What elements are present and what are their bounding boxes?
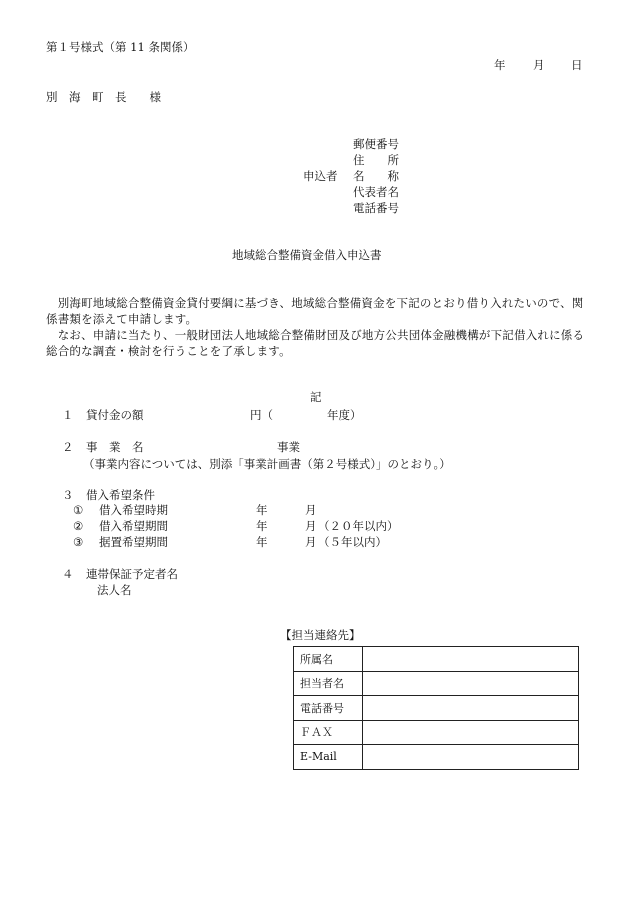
applicant-representative-label: 代表者名 [353, 185, 399, 199]
contact-phone-label: 電話番号 [294, 696, 363, 721]
condition-2-year: 年 [256, 519, 268, 533]
project-suffix-label: 事業 [277, 440, 300, 454]
loan-amount-label: 貸付金の額 [86, 408, 144, 422]
date-month-label: 月 [533, 58, 545, 72]
contact-row-phone [294, 696, 579, 721]
contact-email-field[interactable] [363, 745, 579, 770]
addressee: 別 海 町 長 様 [46, 90, 161, 104]
contact-fax-label: ＦＡＸ [294, 720, 363, 745]
contact-table [293, 646, 579, 770]
date-day-label: 日 [571, 58, 583, 72]
body-paragraph-2: なお、申請に当たり、一般財団法人地域総合整備財団及び地方公共団体金融機構が下記借入れに係る総合的な調査・検討を行うことを了承します。 [46, 328, 585, 358]
condition-1-number: ① [73, 503, 84, 517]
applicant-address-label: 住 所 [353, 153, 399, 167]
condition-3-month: 月 [305, 535, 317, 549]
condition-2-label: 借入希望期間 [99, 519, 168, 533]
condition-3-year: 年 [256, 535, 268, 549]
contact-row-fax [294, 720, 579, 745]
condition-1-label: 借入希望時期 [99, 503, 168, 517]
applicant-name-label: 名 称 [353, 169, 399, 183]
project-name-label: 事 業 名 [86, 440, 144, 454]
item-2-number: ２ [62, 440, 74, 454]
contact-department-field[interactable] [363, 647, 579, 672]
applicant-postal-code-label: 郵便番号 [353, 137, 399, 151]
condition-1-month: 月 [305, 503, 317, 517]
item-1-number: １ [62, 408, 74, 422]
body-paragraph-1: 別海町地域総合整備資金貸付要綱に基づき、地域総合整備資金を下記のとおり借り入れたいので、関係書類を添えて申請します。 [46, 296, 584, 326]
loan-fiscal-year-label: 年度） [327, 408, 362, 422]
contact-heading: 【担当連絡先】 [280, 628, 361, 642]
contact-email-label: E-Mail [294, 745, 363, 770]
condition-1-year: 年 [256, 503, 268, 517]
condition-2-number: ② [73, 519, 84, 533]
loan-conditions-label: 借入希望条件 [86, 488, 155, 502]
date-year-label: 年 [494, 58, 506, 72]
condition-3-label: 据置希望期間 [99, 535, 168, 549]
form-number: 第１号様式（第 11 条関係） [46, 40, 195, 54]
applicant-phone-label: 電話番号 [353, 201, 399, 215]
contact-row-department [294, 647, 579, 672]
condition-3-note: （５年以内） [318, 535, 387, 549]
contact-person-label: 担当者名 [294, 671, 363, 696]
applicant-role-label: 申込者 [303, 169, 338, 183]
loan-yen-label: 円（ [250, 408, 273, 422]
contact-row-person [294, 671, 579, 696]
condition-2-note: （２０年以内） [318, 519, 399, 533]
condition-3-number: ③ [73, 535, 84, 549]
guarantor-label: 連帯保証予定者名 [86, 567, 178, 581]
ki-heading: 記 [310, 390, 322, 404]
contact-phone-field[interactable] [363, 696, 579, 721]
contact-fax-field[interactable] [363, 720, 579, 745]
item-3-number: ３ [62, 488, 74, 502]
contact-person-field[interactable] [363, 671, 579, 696]
document-title: 地域総合整備資金借入申込書 [232, 248, 382, 262]
guarantor-corporate-name-label: 法人名 [97, 583, 132, 597]
condition-2-month: 月 [305, 519, 317, 533]
project-note: （事業内容については、別添「事業計画書（第２号様式）」のとおり。） [83, 457, 451, 471]
contact-row-email [294, 745, 579, 770]
item-4-number: ４ [62, 567, 74, 581]
contact-department-label: 所属名 [294, 647, 363, 672]
